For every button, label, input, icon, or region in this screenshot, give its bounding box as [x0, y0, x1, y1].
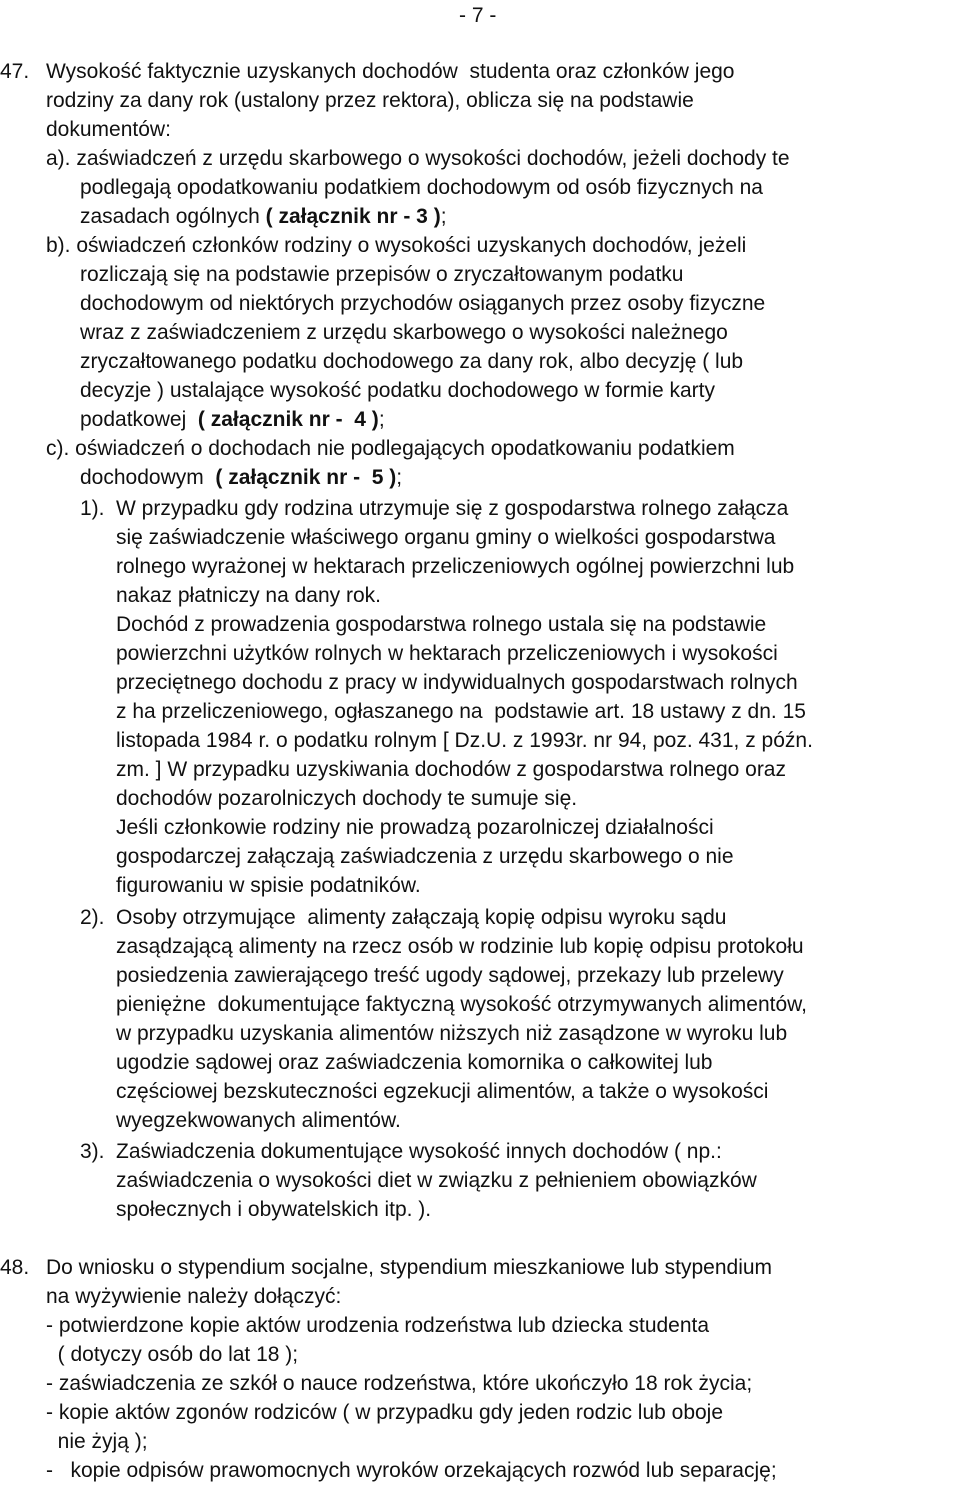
item-a-line-3 [80, 205, 447, 229]
point-1-line-6: powierzchni użytków rolnych w hektarach przeliczeniowych i wysokości [116, 642, 778, 665]
section-47-line-3: dokumentów: [46, 118, 171, 141]
point-1-line-10: zm. ] W przypadku uzyskiwania dochodów z gospodarstwa rolnego oraz [116, 758, 786, 781]
item-a-line-2: podlegają opodatkowaniu podatkiem dochodowym od osób fizycznych na [80, 176, 763, 199]
section-47-line-2: rodziny za dany rok (ustalony przez rektora), oblicza się na podstawie [46, 89, 694, 112]
section-47-number: 47. [0, 60, 30, 83]
section-47-line-1: Wysokość faktycznie uzyskanych dochodów studenta oraz członków jego [46, 60, 735, 83]
attachment-5-reference: ( załącznik nr - 5 ) [215, 466, 397, 489]
item-b-line-7 [80, 408, 385, 432]
point-1-line-3: rolnego wyrażonej w hektarach przeliczeniowych ogólnej powierzchni lub [116, 555, 795, 578]
item-a-text: zasadach ogólnych [80, 205, 266, 228]
point-3-line-1: Zaświadczenia dokumentujące wysokość innych dochodów ( np.: [116, 1140, 722, 1163]
section-48-line-4: ( dotyczy osób do lat 18 ); [46, 1343, 299, 1366]
point-1-line-1: W przypadku gdy rodzina utrzymuje się z gospodarstwa rolnego załącza [116, 497, 789, 520]
item-b-line-5: zryczałtowanego podatku dochodowego za dany rok, albo decyzję ( lub [80, 350, 744, 373]
section-48-line-1: Do wniosku o stypendium socjalne, stypendium mieszkaniowe lub stypendium [46, 1256, 773, 1279]
point-1-line-7: przeciętnego dochodu z pracy w indywidualnych gospodarstwach rolnych [116, 671, 798, 694]
item-c-end: ; [396, 466, 403, 489]
item-a-end: ; [440, 205, 447, 228]
section-48-line-8: - kopie odpisów prawomocnych wyroków orzekających rozwód lub separację; [46, 1459, 777, 1482]
section-48-line-5: - zaświadczenia ze szkół o nauce rodzeństwa, które ukończyło 18 rok życia; [46, 1372, 753, 1395]
item-b-line-2: rozliczają się na podstawie przepisów o zryczałtowanym podatku [80, 263, 684, 286]
point-1-line-12: Jeśli członkowie rodziny nie prowadzą pozarolniczej działalności [116, 816, 714, 839]
item-b-end: ; [378, 408, 385, 431]
item-a-line-1: a). zaświadczeń z urzędu skarbowego o wysokości dochodów, jeżeli dochody te [46, 147, 790, 170]
point-1-line-4: nakaz płatniczy na dany rok. [116, 584, 381, 607]
point-2-line-7: częściowej bezskuteczności egzekucji alimentów, a także o wysokości [116, 1080, 769, 1103]
point-2-line-5: w przypadku uzyskania alimentów niższych niż zasądzone w wyroku lub [116, 1022, 788, 1045]
section-48-number: 48. [0, 1256, 30, 1279]
point-1-line-5: Dochód z prowadzenia gospodarstwa rolnego ustala się na podstawie [116, 613, 767, 636]
item-b-line-4: wraz z zaświadczeniem z urzędu skarbowego o wysokości należnego [80, 321, 728, 344]
point-1-line-11: dochodów pozarolniczych dochody te sumuje się. [116, 787, 578, 810]
point-2-line-8: wyegzekwowanych alimentów. [116, 1109, 401, 1132]
item-b-line-1: b). oświadczeń członków rodziny o wysokości uzyskanych dochodów, jeżeli [46, 234, 747, 257]
point-1-line-8: z ha przeliczeniowego, ogłaszanego na podstawie art. 18 ustawy z dn. 15 [116, 700, 806, 723]
point-3-number: 3). [80, 1140, 105, 1163]
section-48-line-3: - potwierdzone kopie aktów urodzenia rodzeństwa lub dziecka studenta [46, 1314, 710, 1337]
item-c-line-1: c). oświadczeń o dochodach nie podlegających opodatkowaniu podatkiem [46, 437, 735, 460]
attachment-4-reference: ( załącznik nr - 4 ) [197, 408, 379, 431]
point-2-line-2: zasądzającą alimenty na rzecz osób w rodzinie lub kopię odpisu protokołu [116, 935, 804, 958]
section-48-line-6: - kopie aktów zgonów rodziców ( w przypadku gdy jeden rodzic lub oboje [46, 1401, 724, 1424]
point-1-line-13: gospodarczej załączają zaświadczenia z urzędu skarbowego o nie [116, 845, 734, 868]
item-b-line-3: dochodowym od niektórych przychodów osiąganych przez osoby fizyczne [80, 292, 766, 315]
item-b-line-6: decyzje ) ustalające wysokość podatku dochodowego w formie karty [80, 379, 715, 402]
point-3-line-2: zaświadczenia o wysokości diet w związku z pełnieniem obowiązków [116, 1169, 757, 1192]
item-c-line-2 [80, 466, 402, 490]
point-1-line-2: się zaświadczenie właściwego organu gminy o wielkości gospodarstwa [116, 526, 776, 549]
point-1-number: 1). [80, 497, 105, 520]
point-1-line-14: figurowaniu w spisie podatników. [116, 874, 421, 897]
attachment-3-reference: ( załącznik nr - 3 ) [265, 205, 441, 228]
point-3-line-3: społecznych i obywatelskich itp. ). [116, 1198, 432, 1221]
point-2-number: 2). [80, 906, 105, 929]
item-c-text: dochodowym [80, 466, 216, 489]
point-2-line-3: posiedzenia zawierającego treść ugody sądowej, przekazy lub przelewy [116, 964, 784, 987]
item-b-text: podatkowej [80, 408, 198, 431]
section-48-line-7: nie żyją ); [46, 1430, 148, 1453]
section-48-line-2: na wyżywienie należy dołączyć: [46, 1285, 342, 1308]
page-number: - 7 - [459, 4, 497, 27]
point-2-line-6: ugodzie sądowej oraz zaświadczenia komornika o całkowitej lub [116, 1051, 713, 1074]
point-2-line-4: pieniężne dokumentujące faktyczną wysokość otrzymywanych alimentów, [116, 993, 807, 1016]
point-2-line-1: Osoby otrzymujące alimenty załączają kopię odpisu wyroku sądu [116, 906, 727, 929]
point-1-line-9: listopada 1984 r. o podatku rolnym [ Dz.U. z 1993r. nr 94, poz. 431, z późn. [116, 729, 813, 752]
